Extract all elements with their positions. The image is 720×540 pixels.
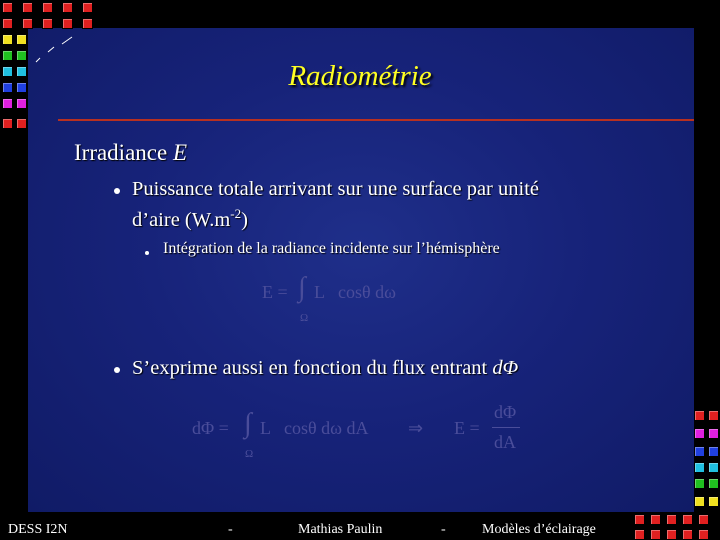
eq2-rest: cosθ dω dA (284, 418, 369, 438)
footer-author: Mathias Paulin (298, 522, 383, 537)
footer-course: Modèles d’éclairage (482, 522, 596, 537)
eq2-domain: Ω (245, 448, 254, 460)
eq1-lhs: E = (262, 282, 288, 302)
eq2-lhs: dΦ = (192, 418, 229, 438)
eq3-denominator: dA (494, 432, 516, 452)
section-symbol: E (172, 140, 188, 165)
bullet1-line2-post: ) (241, 208, 248, 231)
bullet-dot (114, 367, 120, 373)
integral-sign: ∫ (298, 272, 306, 303)
bullet2-symbol: dΦ (492, 357, 519, 379)
bullet1-exponent: -2 (230, 206, 242, 221)
bullet2-text-main: S’exprime aussi en fonction du flux entrant (132, 357, 493, 379)
footer-separator: - (441, 522, 446, 537)
fraction-bar (492, 427, 520, 428)
slide-title: Radiométrie (288, 60, 432, 92)
footer-separator: - (228, 522, 233, 537)
bullet-dot (114, 188, 120, 194)
bullet1-line1: Puissance totale arrivant sur une surface par unité (132, 178, 539, 200)
eq1-integrand: L (314, 282, 325, 302)
eq2-integrand: L (260, 418, 271, 438)
eq1-domain: Ω (300, 312, 309, 324)
integral-sign: ∫ (244, 408, 252, 439)
sub-bullet-dot (145, 251, 149, 255)
eq1-rest: cosθ dω (338, 282, 396, 302)
section-heading (74, 140, 187, 166)
eq3-numerator: dΦ (494, 402, 517, 422)
bullet1-line2-pre: d’aire (W.m (132, 208, 231, 231)
implies-symbol: ⇒ (408, 418, 424, 438)
title-underline (58, 119, 694, 121)
bullet1-line2 (132, 206, 248, 232)
footer-left: DESS I2N (8, 522, 68, 537)
bullet2-text (132, 357, 518, 380)
sub-bullet-text: Intégration de la radiance incidente sur l’hémisphère (163, 240, 500, 257)
section-heading-text: Irradiance (74, 140, 173, 165)
slide-panel (28, 28, 694, 512)
eq3-lhs: E = (454, 418, 480, 438)
